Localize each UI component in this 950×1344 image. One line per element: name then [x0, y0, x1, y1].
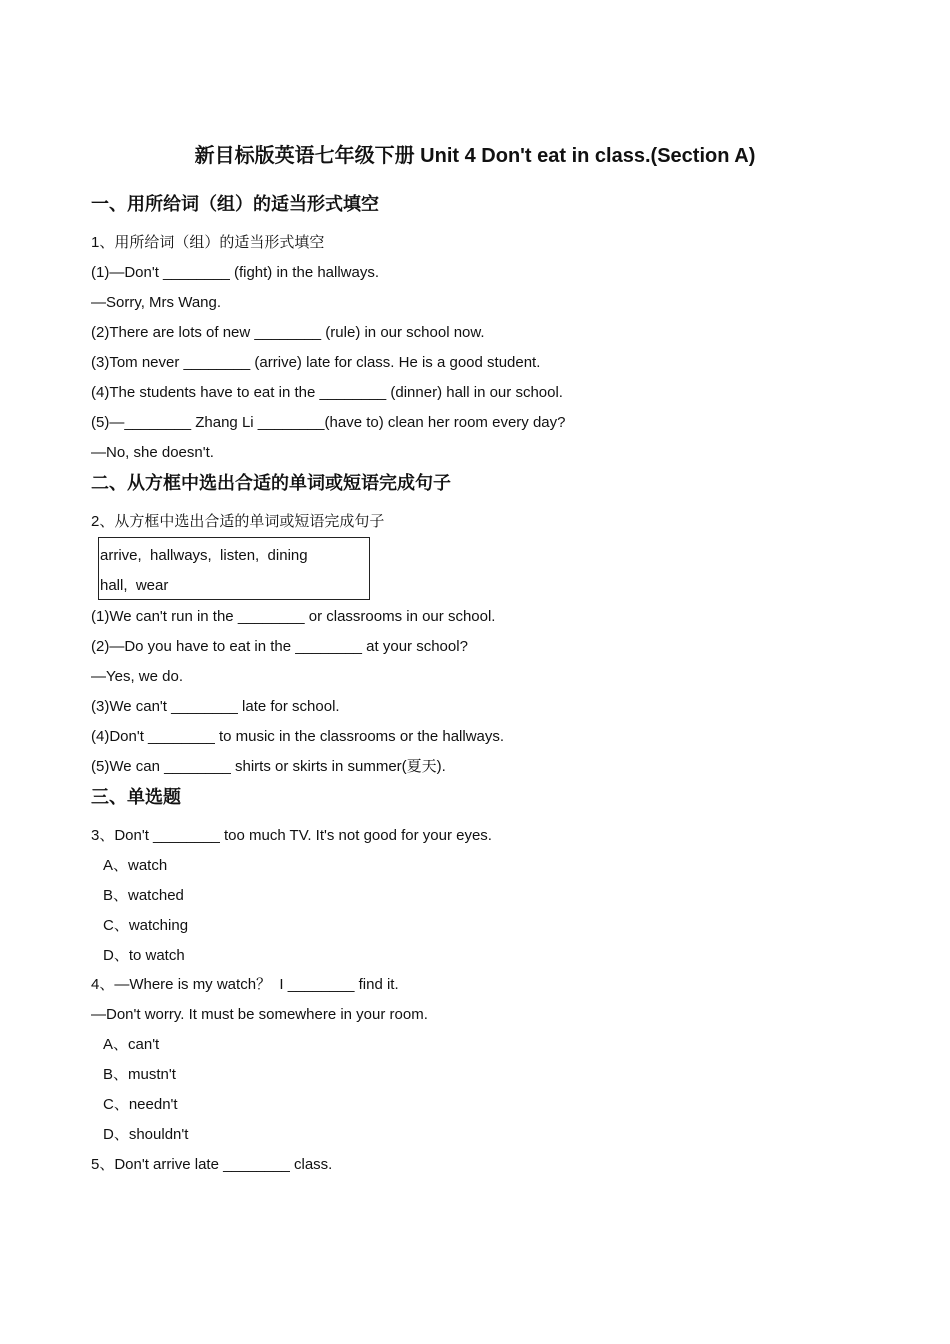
question-3-stem: 3、Don't ________ too much TV. It's not good for your eyes. [91, 827, 492, 844]
question-5-stem: 5、Don't arrive late ________ class. [91, 1156, 333, 1173]
section-heading-2: 二、从方框中选出合适的单词或短语完成句子 [91, 473, 451, 493]
q1-item-5-reply: —No, she doesn't. [91, 444, 214, 461]
q3-option-a[interactable]: A、watch [103, 857, 168, 874]
q3-option-d[interactable]: D、to watch [103, 947, 185, 964]
q1-item-5: (5)—________ Zhang Li ________(have to) clean her room every day? [91, 414, 566, 431]
q4-option-b[interactable]: B、mustn't [103, 1066, 176, 1083]
q2-item-1: (1)We can't run in the ________ or classrooms in our school. [91, 608, 496, 625]
section-heading-1: 一、用所给词（组）的适当形式填空 [91, 194, 379, 214]
q4-option-a[interactable]: A、can't [103, 1036, 160, 1053]
q4-option-c[interactable]: C、needn't [103, 1096, 178, 1113]
q2-item-3: (3)We can't ________ late for school. [91, 698, 340, 715]
q1-item-1: (1)—Don't ________ (fight) in the hallways. [91, 264, 380, 281]
question-4-stem: 4、—Where is my watch？ I ________ find it. [91, 976, 399, 993]
word-bank-line-1: arrive, hallways, listen, dining [100, 547, 308, 564]
word-bank-line-2: hall, wear [100, 577, 169, 594]
question-2-label: 2、从方框中选出合适的单词或短语完成句子 [91, 513, 385, 530]
page-title: 新目标版英语七年级下册 Unit 4 Don't eat in class.(Section A) [194, 145, 756, 167]
question-1-label: 1、用所给词（组）的适当形式填空 [91, 234, 325, 251]
section-heading-3: 三、单选题 [91, 787, 181, 807]
q1-item-4: (4)The students have to eat in the ________ (dinner) hall in our school. [91, 384, 563, 401]
q1-item-3: (3)Tom never ________ (arrive) late for class. He is a good student. [91, 354, 541, 371]
q3-option-b[interactable]: B、watched [103, 887, 184, 904]
question-4-reply: —Don't worry. It must be somewhere in your room. [91, 1006, 428, 1023]
q2-item-4: (4)Don't ________ to music in the classrooms or the hallways. [91, 728, 505, 745]
q4-option-d[interactable]: D、shouldn't [103, 1126, 189, 1143]
q2-item-2-reply: —Yes, we do. [91, 668, 183, 685]
q3-option-c[interactable]: C、watching [103, 917, 189, 934]
q2-item-2: (2)—Do you have to eat in the ________ at your school? [91, 638, 468, 655]
q2-item-5: (5)We can ________ shirts or skirts in summer(夏天). [91, 758, 446, 775]
q1-item-1-reply: —Sorry, Mrs Wang. [91, 294, 222, 311]
q1-item-2: (2)There are lots of new ________ (rule) in our school now. [91, 324, 485, 341]
word-bank-box [98, 537, 370, 600]
